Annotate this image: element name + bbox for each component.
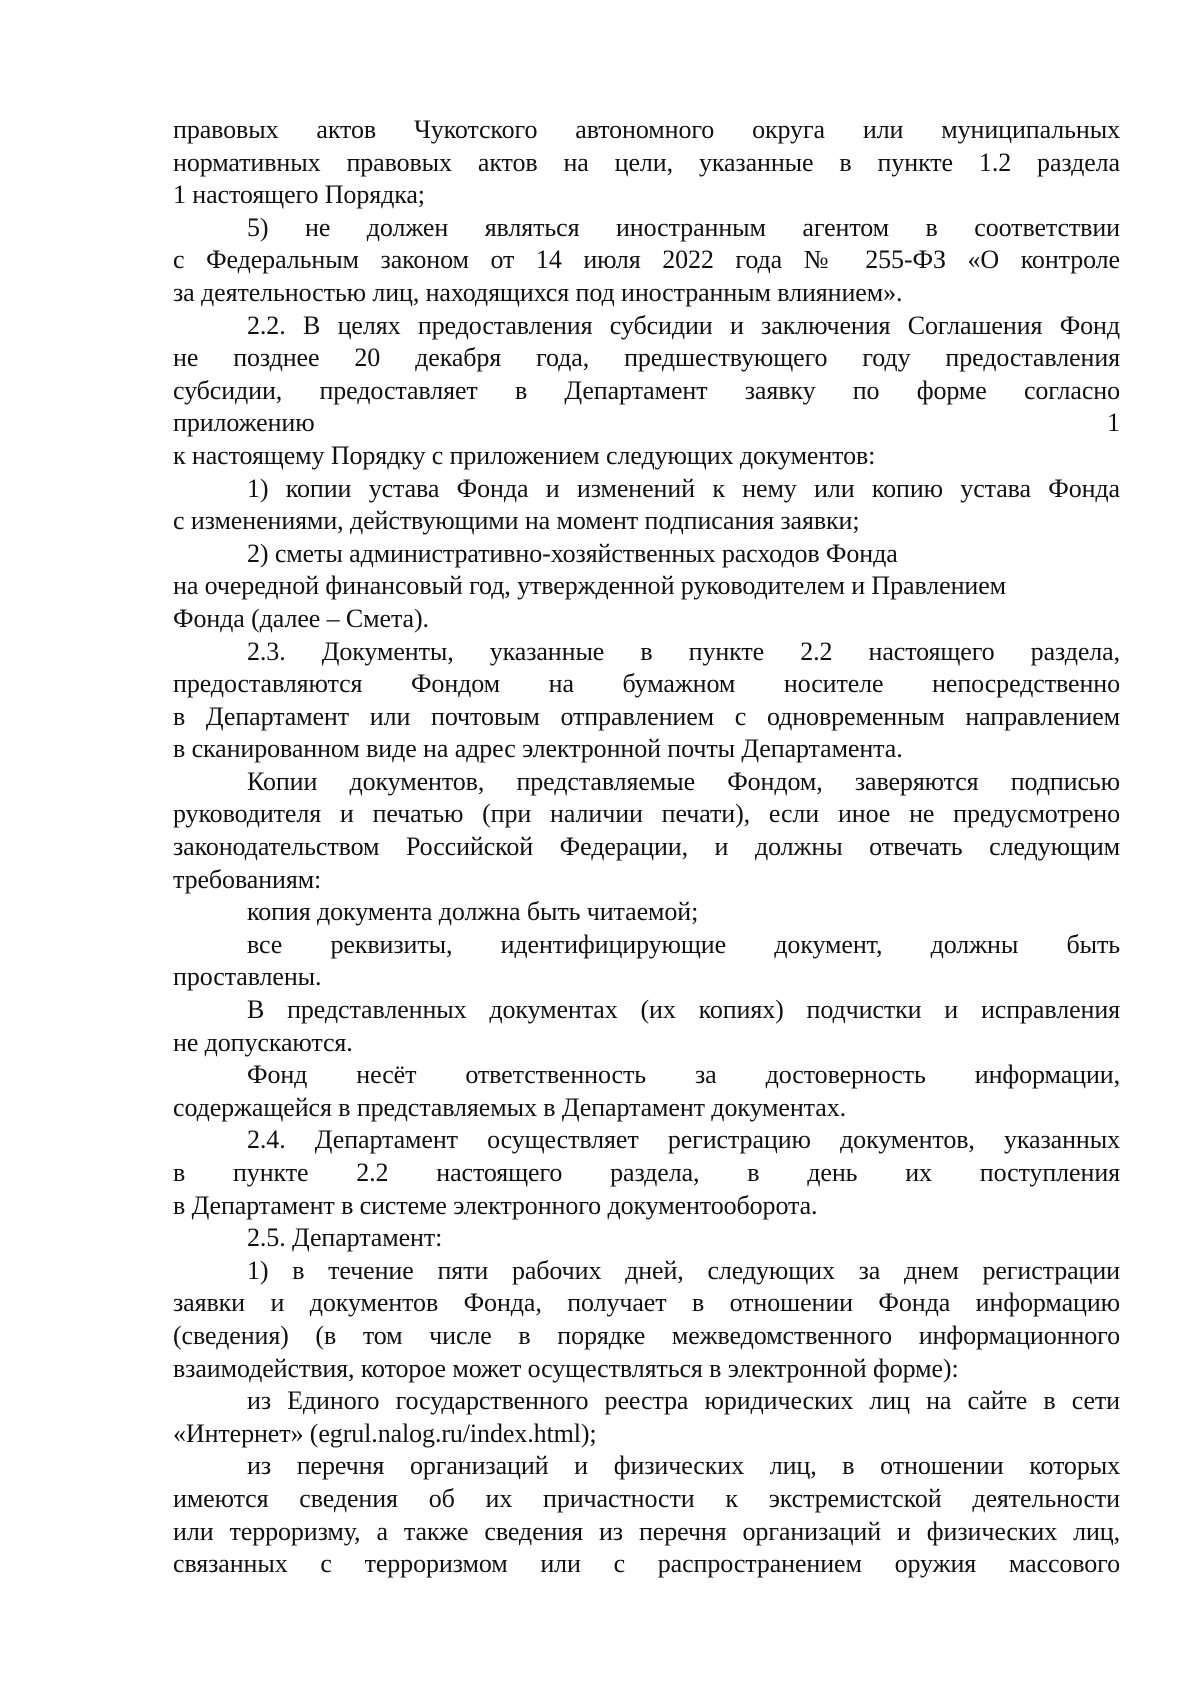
text-line: связанных с терроризмом или с распространением оружия массового xyxy=(173,1549,1120,1579)
text-line: в Департамент в системе электронного документооборота. xyxy=(173,1190,818,1220)
text-line: с изменениями, действующими на момент подписания заявки; xyxy=(173,506,860,536)
text-line: все реквизиты, идентифицирующие документ, должны быть xyxy=(247,929,1120,959)
text-line: на очередной финансовый год, утвержденной руководителем и Правлением xyxy=(173,571,1007,601)
text-line: правовых актов Чукотского автономного округа или муниципальных xyxy=(173,115,1120,144)
text-line: В представленных документах (их копиях) подчистки и исправления xyxy=(247,995,1120,1025)
text-line: Фонд несёт ответственность за достоверность информации, xyxy=(247,1060,1120,1090)
document-body xyxy=(173,114,1120,1581)
text-line: с Федеральным законом от 14 июля 2022 года № 255-ФЗ «О контроле xyxy=(173,245,1120,275)
text-line: законодательством Российской Федерации, и должны отвечать следующим xyxy=(173,832,1120,862)
text-line: из Единого государственного реестра юридических лиц на сайте в сети xyxy=(247,1386,1120,1416)
text-line: содержащейся в представляемых в Департамент документах. xyxy=(173,1092,846,1122)
text-line: предоставляются Фондом на бумажном носителе непосредственно xyxy=(173,669,1120,699)
text-line: в сканированном виде на адрес электронной почты Департамента. xyxy=(173,734,903,764)
text-line: руководителя и печатью (при наличии печати), если иное не предусмотрено xyxy=(173,799,1120,829)
text-line: приложению 1 xyxy=(173,408,1120,438)
text-line: заявки и документов Фонда, получает в отношении Фонда информацию xyxy=(173,1288,1120,1318)
text-line: 1) в течение пяти рабочих дней, следующих за днем регистрации xyxy=(247,1255,1120,1285)
text-line: из перечня организаций и физических лиц, в отношении которых xyxy=(247,1451,1120,1481)
text-line: 1) копии устава Фонда и изменений к нему или копию устава Фонда xyxy=(247,473,1120,503)
text-line: не позднее 20 декабря года, предшествующего году предоставления xyxy=(173,343,1120,373)
text-line: 2.5. Департамент: xyxy=(247,1223,443,1253)
text-line: Копии документов, представляемые Фондом, заверяются подписью xyxy=(247,766,1120,796)
text-line: 2.4. Департамент осуществляет регистрацию документов, указанных xyxy=(247,1125,1120,1155)
text-line: субсидии, предоставляет в Департамент заявку по форме согласно xyxy=(173,375,1120,405)
text-line: в Департамент или почтовым отправлением с одновременным направлением xyxy=(173,701,1120,731)
text-line: 5) не должен являться иностранным агентом в соответствии xyxy=(247,212,1120,242)
text-line: или терроризму, а также сведения из перечня организаций и физических лиц, xyxy=(173,1516,1120,1546)
text-line: за деятельностью лиц, находящихся под иностранным влиянием». xyxy=(173,277,903,307)
text-line: проставлены. xyxy=(173,962,322,992)
text-line: взаимодействия, которое может осуществляться в электронной форме): xyxy=(173,1353,959,1383)
text-line: Фонда (далее – Смета). xyxy=(173,603,429,633)
text-line: не допускаются. xyxy=(173,1027,353,1057)
text-line: копия документа должна быть читаемой; xyxy=(247,897,699,927)
text-line: 2.3. Документы, указанные в пункте 2.2 настоящего раздела, xyxy=(247,636,1120,666)
text-line: (сведения) (в том числе в порядке межведомственного информационного xyxy=(173,1320,1120,1350)
text-line: 2) сметы административно-хозяйственных расходов Фонда xyxy=(247,538,898,568)
text-line: 2.2. В целях предоставления субсидии и заключения Соглашения Фонд xyxy=(247,310,1120,340)
text-line: в пункте 2.2 настоящего раздела, в день их поступления xyxy=(173,1158,1120,1187)
text-line: 1 настоящего Порядка; xyxy=(173,180,425,210)
text-line: имеются сведения об их причастности к экстремистской деятельности xyxy=(173,1483,1120,1513)
text-line: требованиям: xyxy=(173,864,322,894)
text-line: к настоящему Порядку с приложением следующих документов: xyxy=(173,440,876,470)
text-line: нормативных правовых актов на цели, указанные в пункте 1.2 раздела xyxy=(173,147,1120,177)
text-line: «Интернет» (egrul.nalog.ru/index.html); xyxy=(173,1418,597,1448)
